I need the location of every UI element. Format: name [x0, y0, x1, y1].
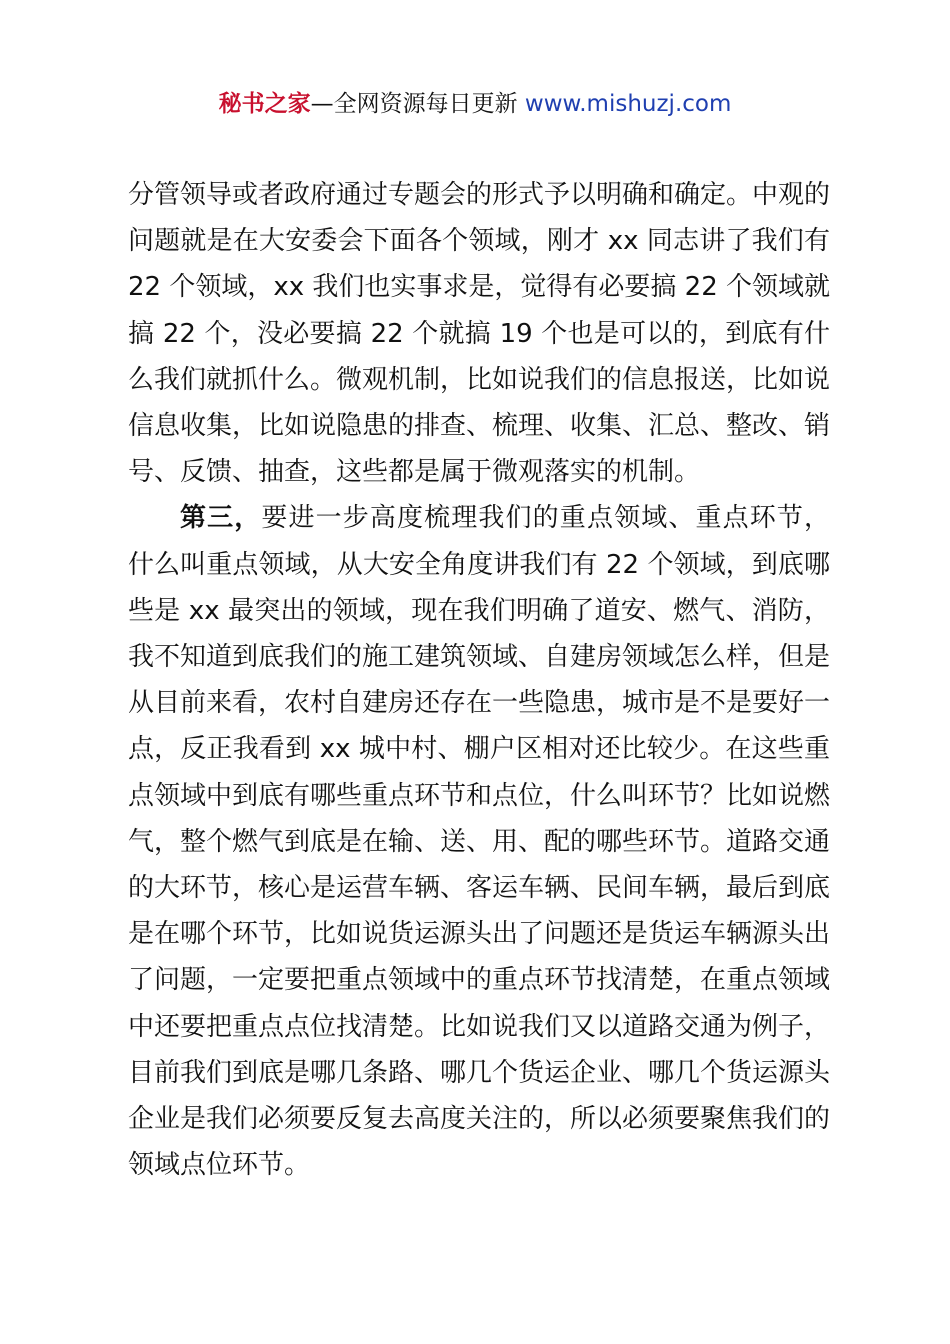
site-brand: 秘书之家 [218, 91, 311, 117]
paragraph-2 [128, 495, 830, 1188]
paragraph-2-text: 要进一步高度梳理我们的重点领域、重点环节，什么叫重点领域，从大安全角度讲我们有 22 个领域，到底哪些是 xx 最突出的领域，现在我们明确了道安、燃气、消防，我不知道到底我们的施工建筑领域、自建房领域怎么样，但是从目前来看，农村自建房还存在一些隐患，城市是不是要好一点，反正我看到 xx 城中村、棚户区相对还比较少。在这些重点领域中到底有哪些重点环节和点位，什么叫环节？比如说燃气，整个燃气到底是在输、送、用、配的哪些环节。道路交通的大环节，核心是运营车辆、客运车辆、民间车辆，最后到底是在哪个环节，比如说货运源头出了问题还是货运车辆源头出了问题，一定要把重点领域中的重点环节找清楚，在重点领域中还要把重点点位找清楚。比如说我们又以道路交通为例子，目前我们到底是哪几条路、哪几个货运企业、哪几个货运源头企业是我们必须要反复去高度关注的，所以必须要聚焦我们的领域点位环节。 [128, 503, 831, 1181]
paragraph-2-heading: 第三， [180, 503, 262, 534]
document-body [128, 172, 830, 1188]
site-url-link[interactable]: www.mishuzj.com [524, 91, 732, 117]
site-header [0, 86, 950, 122]
paragraph-1 [128, 172, 830, 495]
site-tagline: —全网资源每日更新 [310, 91, 518, 117]
paragraph-1-text: 分管领导或者政府通过专题会的形式予以明确和确定。中观的问题就是在大安委会下面各个领域，刚才 xx 同志讲了我们有 22 个领域，xx 我们也实事求是，觉得有必要搞 22 个领域就搞 22 个，没必要搞 22 个就搞 19 个也是可以的，到底有什么我们就抓什么。微观机制，比如说我们的信息报送，比如说信息收集，比如说隐患的排查、梳理、收集、汇总、整改、销号、反馈、抽查，这些都是属于微观落实的机制。 [128, 180, 831, 488]
